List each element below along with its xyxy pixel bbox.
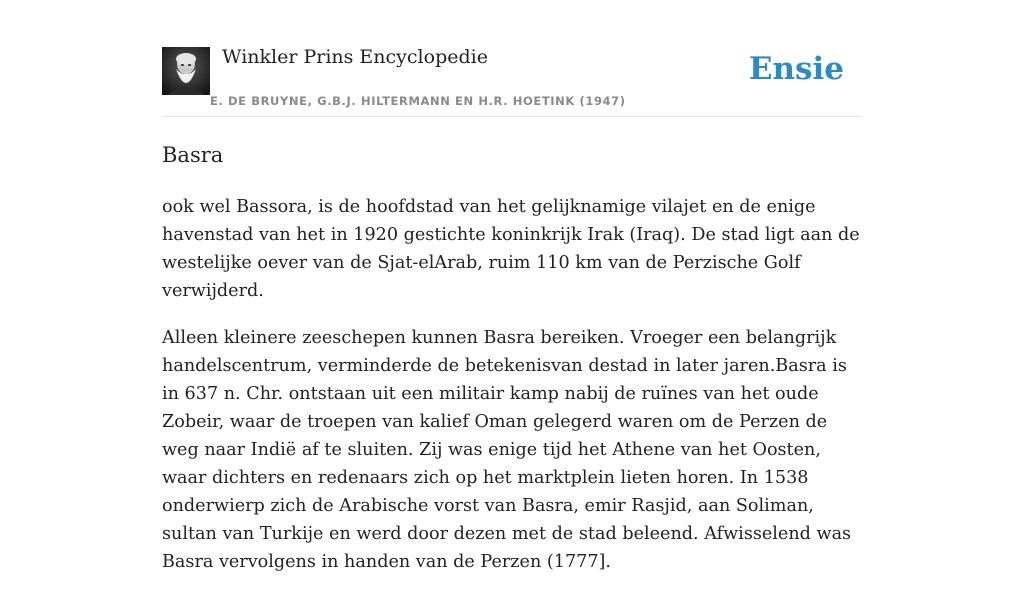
article-paragraph: ook wel Bassora, is de hoofdstad van het gelijknamige vilajet en de enige havenstad van het in 1920 gestichte koninkrijk Irak (Iraq). De stad ligt aan de westelijke oever van de Sjat-elArab, ruim 110 km van de Perzische Golf verwijderd.	[162, 197, 860, 301]
bearded-man-portrait-icon	[162, 47, 210, 95]
encyclopedia-header	[162, 0, 862, 117]
article-paragraph: Alleen kleinere zeeschepen kunnen Basra bereiken. Vroeger een belangrijk handelscentrum, verminderde de betekenisvan destad in later jaren.Basra is in 637 n. Chr. ontstaan uit een militair kamp nabij de ruïnes van het oude Zobeir, waar de troepen van kalief Oman gelegerd waren om de Perzen de weg naar Indië af te sluiten. Zij was enige tijd het Athene van het Oosten, waar dichters en redenaars zich op het marktplein lieten horen. In 1538 onderwierp zich de Arabische vorst van Basra, emir Rasjid, aan Soliman, sultan van Turkije en werd door dezen met de stad beleend. Afwisselend was Basra vervolgens in handen van de Perzen (1777].	[162, 328, 852, 572]
author-avatar-icon[interactable]	[162, 47, 210, 95]
encyclopedia-title[interactable]: Winkler Prins Encyclopedie	[222, 46, 488, 68]
article-title: Basra	[162, 143, 224, 167]
article-content	[162, 141, 862, 595]
ensie-logo-link[interactable]: Ensie	[748, 51, 844, 87]
encyclopedia-authors: E. DE BRUYNE, G.B.J. HILTERMANN EN H.R. HOETINK (1947)	[210, 94, 626, 108]
